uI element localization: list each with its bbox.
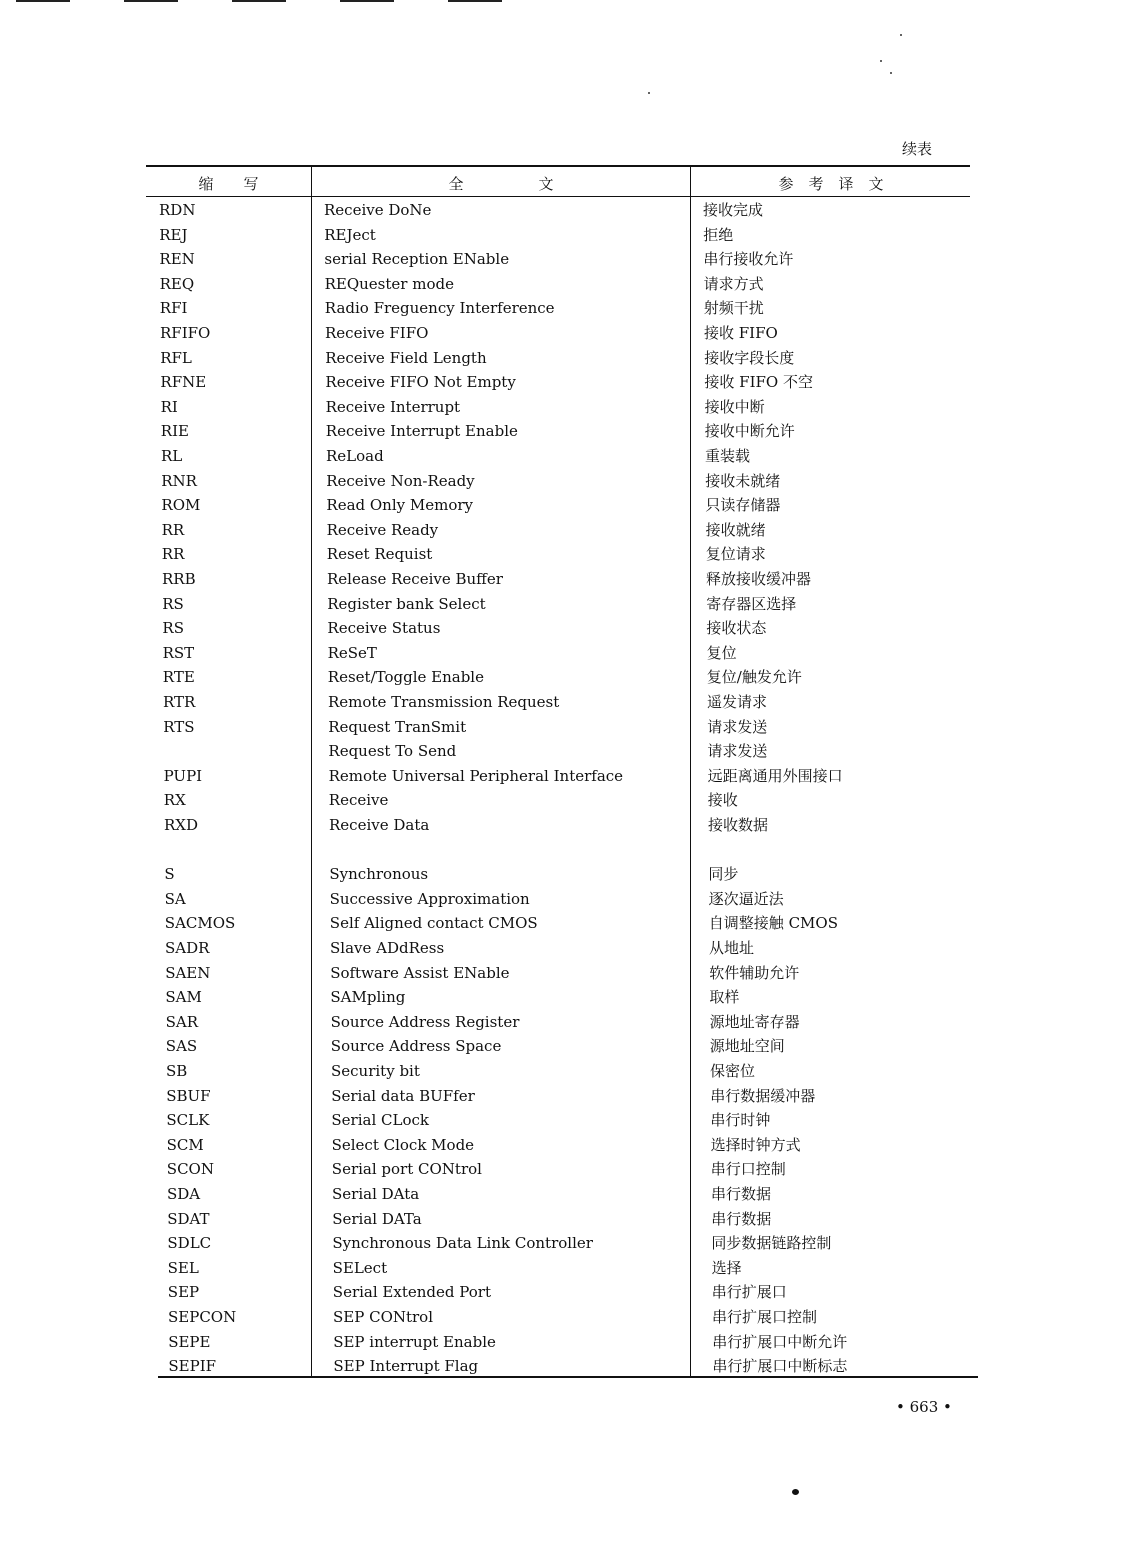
abbreviation-cell: SEPCON [168,1308,237,1326]
translation-cell: 选择 [711,1258,742,1277]
top-scan-mark [124,0,178,2]
full-text-cell: Receive Interrupt [325,397,461,416]
full-text-cell: Receive FIFO [325,324,429,342]
top-scan-mark [16,0,70,2]
abbreviation-cell: SCLK [166,1111,210,1130]
translation-cell: 接收 FIFO 不空 [704,373,813,392]
table-row [146,1330,986,1354]
abbreviation-cell: SEPE [168,1332,211,1351]
abbreviation-cell: RTR [163,693,196,711]
full-text-cell: Serial port CONtrol [331,1160,482,1179]
full-text-cell: ReSeT [327,643,377,662]
table-bottom-rule [158,1376,978,1378]
translation-cell: 串行扩展口 [711,1283,787,1302]
table-row [146,296,986,320]
abbreviation-cell: ROM [161,496,201,515]
table-row [146,518,986,542]
table-row [146,542,986,566]
full-text-cell: Receive DoNe [324,201,432,219]
header-translation: 参 考 译 文 [778,175,884,193]
full-text-cell: Remote Transmission Request [328,693,560,711]
table-top-rule [146,165,970,167]
abbreviation-cell: RIE [160,422,189,441]
abbreviation-cell: RFI [159,299,188,318]
top-scan-mark [340,0,394,2]
table-row [146,1084,986,1108]
scan-speck [890,72,892,74]
abbreviation-cell: RDN [159,201,196,219]
abbreviation-cell: RFNE [160,373,207,392]
full-text-cell: Receive Interrupt Enable [325,422,518,441]
table-row [146,616,986,640]
translation-cell: 同步数据链路控制 [711,1234,832,1253]
top-scan-mark [232,0,286,2]
full-text-cell: Receive Data [329,816,430,834]
abbreviation-cell: SAEN [165,963,211,982]
abbreviation-cell: RXD [164,816,198,834]
table-row [146,247,986,271]
full-text-cell: Request TranSmit [328,717,467,736]
translation-cell: 接收数据 [708,816,769,834]
table-row [146,1059,986,1083]
abbreviation-cell: RNR [161,471,197,490]
translation-cell: 请求方式 [703,274,764,293]
translation-cell: 串行扩展口控制 [712,1308,818,1326]
translation-cell: 串行数据 [711,1209,772,1228]
table-row [146,395,986,419]
abbreviation-cell: RX [163,791,186,810]
full-text-cell: Read Only Memory [326,496,474,515]
full-text-cell: Source Address Register [330,1012,520,1031]
abbreviation-cell: RFL [160,348,192,367]
table-row [146,715,986,739]
table-row [146,1108,986,1132]
table-row [146,1305,986,1329]
abbreviation-cell: SBUF [166,1086,211,1105]
translation-cell: 串行时钟 [710,1111,771,1130]
table-row [146,444,986,468]
translation-cell: 逐次逼近法 [708,889,784,908]
table-row [146,1207,986,1231]
translation-cell: 请求发送 [707,742,768,761]
abbreviation-cell: SDAT [167,1209,210,1228]
full-text-cell: Release Receive Buffer [327,570,503,588]
translation-cell: 接收中断 [704,397,765,416]
abbreviation-cell: RI [160,397,178,416]
table-row [146,1280,986,1304]
full-text-cell: SELect [332,1258,388,1277]
translation-cell: 接收字段长度 [704,348,795,367]
full-text-cell: Remote Universal Peripheral Interface [328,766,624,785]
abbreviation-cell: SEPIF [168,1357,217,1376]
abbreviation-cell: SACMOS [164,914,236,933]
full-text-cell: SEP CONtrol [333,1308,434,1326]
table-row [146,1231,986,1255]
full-text-cell: ReLoad [326,447,384,465]
abbreviation-cell: SCON [166,1160,214,1179]
scan-speck [880,60,882,62]
full-text-cell: Security bit [331,1062,420,1080]
abbreviation-cell: RTE [162,668,195,687]
translation-cell: 串行接收允许 [703,250,794,269]
top-scan-mark [448,0,502,2]
translation-cell: 串行数据 [711,1185,772,1203]
abbreviation-cell: RR [161,520,185,539]
scan-dot [792,1489,799,1495]
table-header-rule [146,196,970,197]
full-text-cell: Request To Send [328,742,457,761]
translation-cell: 串行扩展口中断标志 [712,1357,848,1376]
abbreviation-cell: SAS [165,1037,198,1056]
full-text-cell: REQuester mode [324,274,454,293]
abbreviation-cell: RST [162,643,195,662]
table-row [146,1034,986,1058]
full-text-cell: Slave ADdRess [330,939,445,957]
full-text-cell: Serial DAta [332,1185,420,1203]
abbreviation-cell: SCM [166,1135,204,1154]
full-text-cell: Reset Requist [326,545,433,564]
table-row [146,198,986,222]
full-text-cell: Receive Field Length [325,348,487,367]
translation-cell: 请求发送 [707,717,768,736]
table-row [146,419,986,443]
translation-cell: 自调整接触 CMOS [708,914,838,933]
translation-cell: 远距离通用外围接口 [707,766,843,785]
translation-cell: 拒绝 [703,225,734,244]
table-row [146,788,986,812]
table-row [146,1157,986,1181]
header-full-text: 全 文 [448,175,554,193]
abbreviation-cell: RFIFO [160,324,211,342]
full-text-cell: Receive Status [327,619,441,638]
full-text-cell: Software Assist ENable [330,963,510,982]
table-row [146,862,986,886]
abbreviation-cell: RRB [162,570,196,588]
translation-cell: 串行扩展口中断允许 [712,1332,848,1351]
table-row [146,1256,986,1280]
translation-cell: 源地址寄存器 [709,1012,800,1031]
abbreviation-cell: SEL [167,1258,199,1277]
translation-cell: 取样 [709,988,740,1007]
full-text-cell: Source Address Space [330,1037,502,1056]
translation-cell: 寄存器区选择 [706,594,797,613]
translation-cell: 接收状态 [706,619,767,638]
full-text-cell: Serial data BUFfer [331,1086,475,1105]
translation-cell: 复位 [706,643,737,662]
table-row [146,1133,986,1157]
translation-cell: 选择时钟方式 [710,1135,801,1154]
table-row [146,1182,986,1206]
translation-cell: 接收中断允许 [704,422,795,441]
table-row [146,493,986,517]
translation-cell: 射频干扰 [703,299,764,318]
translation-cell: 复位请求 [705,545,766,564]
table-row [146,911,986,935]
full-text-cell: serial Reception ENable [324,250,510,269]
full-text-cell: Receive [328,791,389,810]
abbreviation-cell: PUPI [163,766,203,785]
translation-cell: 复位/触发允许 [706,668,802,687]
abbreviation-cell: SAM [165,988,202,1007]
table-row [146,641,986,665]
translation-cell: 从地址 [709,939,755,957]
translation-cell: 串行口控制 [710,1160,786,1179]
table-row [146,985,986,1009]
abbreviation-cell: REN [159,250,195,269]
table-row [146,1354,986,1378]
table-row [146,838,986,862]
table-row [146,1010,986,1034]
abbreviation-cell: SDA [167,1185,201,1203]
table-row [146,936,986,960]
abbreviation-cell: REJ [159,225,188,244]
translation-cell: 遥发请求 [707,693,768,711]
table-row [146,887,986,911]
abbreviation-cell: REQ [159,274,195,293]
scan-speck [648,92,650,94]
translation-cell: 软件辅助允许 [709,963,800,982]
translation-cell: 串行数据缓冲器 [710,1086,816,1105]
abbreviation-cell: RTS [163,717,195,736]
header-abbreviation: 缩 写 [198,175,259,193]
translation-cell: 源地址空间 [709,1037,785,1056]
translation-cell: 只读存储器 [705,496,781,515]
full-text-cell: Synchronous [329,865,429,884]
table-row [146,690,986,714]
table-row [146,961,986,985]
table-row [146,223,986,247]
table-row [146,764,986,788]
translation-cell: 接收 FIFO [704,324,778,342]
abbreviation-cell: SADR [165,939,210,957]
full-text-cell: Receive Non-Ready [326,471,475,490]
page-number: • 663 • [896,1398,952,1416]
full-text-cell: Reset/Toggle Enable [327,668,484,687]
translation-cell: 接收 [707,791,738,810]
abbreviation-cell: RS [162,619,184,638]
abbreviation-cell: SB [166,1062,188,1080]
full-text-cell: Serial DATa [332,1209,422,1228]
table-row [146,321,986,345]
full-text-cell: SEP interrupt Enable [333,1332,496,1351]
table-row [146,813,986,837]
table-row [146,739,986,763]
abbreviation-cell: S [164,865,175,884]
abbreviation-cell: SEP [167,1283,200,1302]
full-text-cell: Receive Ready [326,520,439,539]
abbreviation-cell: RR [161,545,185,564]
full-text-cell: Synchronous Data Link Controller [332,1234,593,1253]
table-row [146,665,986,689]
full-text-cell: REJect [324,225,376,244]
translation-cell: 同步 [708,865,739,884]
full-text-cell: Successive Approximation [329,889,530,908]
table-row [146,567,986,591]
scan-speck [900,34,902,36]
table-row [146,592,986,616]
full-text-cell: Serial Extended Port [332,1283,491,1302]
full-text-cell: Register bank Select [327,594,486,613]
abbreviation-cell: SA [164,889,186,908]
table-row [146,272,986,296]
translation-cell: 接收完成 [703,201,764,219]
translation-cell: 释放接收缓冲器 [706,570,812,588]
translation-cell: 保密位 [710,1062,756,1080]
table-row [146,346,986,370]
continued-label: 续表 [902,140,933,158]
abbreviation-cell: RS [162,594,184,613]
full-text-cell: Radio Freguency Interference [324,299,555,318]
translation-cell: 重装载 [705,447,751,465]
translation-cell: 接收就绪 [705,520,766,539]
translation-cell: 接收未就绪 [705,471,781,490]
abbreviation-cell: SAR [165,1012,199,1031]
abbreviation-cell: SDLC [167,1234,212,1253]
full-text-cell: Select Clock Mode [331,1135,475,1154]
full-text-cell: SAMpling [330,988,406,1007]
abbreviation-cell: RL [161,447,183,465]
table-row [146,469,986,493]
full-text-cell: Serial CLock [331,1111,429,1130]
full-text-cell: Self Aligned contact CMOS [329,914,538,933]
full-text-cell: Receive FIFO Not Empty [325,373,516,392]
table-row [146,370,986,394]
full-text-cell: SEP Interrupt Flag [333,1357,479,1376]
